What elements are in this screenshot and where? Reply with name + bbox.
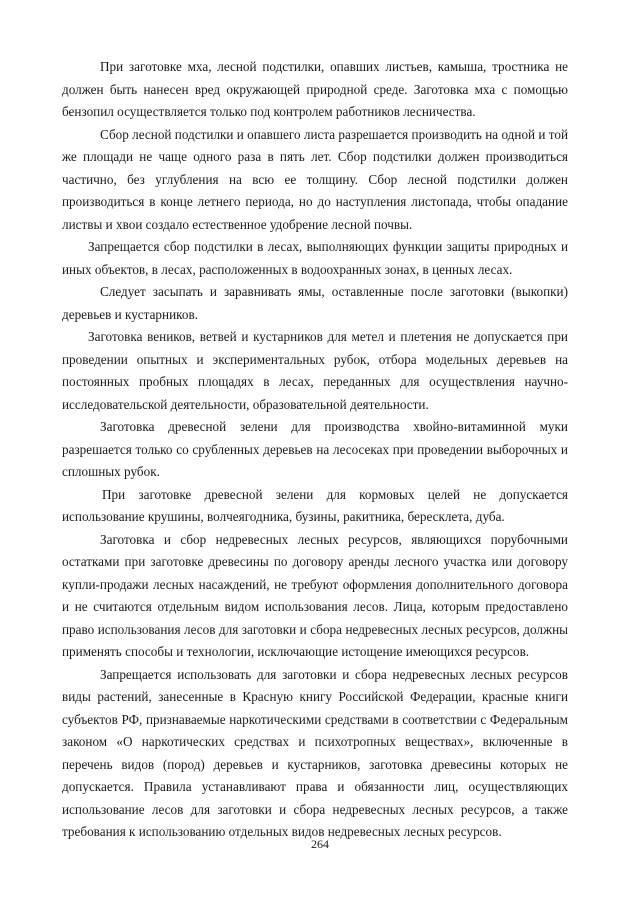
paragraph: Запрещается сбор подстилки в лесах, выполняющих функции защиты природных и иных объектов, в лесах, расположенных в водоохранных зонах, в ценных лесах. [62,239,568,277]
paragraph: Заготовка древесной зелени для производства хвойно-витаминной муки разрешается только со срубленных деревьев на лесосеках при проведении выборочных и сплошных рубок. [62,419,568,479]
paragraph: Сбор лесной подстилки и опавшего листа разрешается производить на одной и той же площади не чаще одного раза в пять лет. Сбор подстилки должен производиться частично, без углубления на всю ее толщину. Сбор лесной подстилки должен производиться в конце летнего периода, но до наступления листопада, чтобы опадание листвы и хвои создало естественное удобрение лесной почвы. [62,126,568,232]
paragraph: Запрещается использовать для заготовки и сбора недревесных лесных ресурсов виды растений, занесенные в Красную книгу Российской Федерации, красные книги субъектов РФ, признаваемые наркотическими средствами в соответствии с Федеральным законом «О наркотических средствах и психотропных веществах», включенные в перечень видов (пород) деревьев и кустарников, заготовка древесины которых не допускается. Правила устанавливают права и обязанности лиц, осуществляющих использование лесов для заготовки и сбора недревесных лесных ресурсов, а также требования к использованию отдельных видов недревесных лесных ресурсов. [62,666,568,839]
page-number: 264 [311,837,329,851]
body-text [62,56,568,844]
paragraph: Следует засыпать и заравнивать ямы, оставленные после заготовки (выкопки) деревьев и кустарников. [62,284,568,322]
paragraph: При заготовке древесной зелени для кормовых целей не допускается использование крушины, волчеягодника, бузины, ракитника, бересклета, дуба. [62,486,568,524]
paragraph: Заготовка и сбор недревесных лесных ресурсов, являющихся порубочными остатками при заготовке древесины по договору аренды лесного участка или договору купли-продажи лесных насаждений, не требуют оформления дополнительного договора и не считаются отдельным видом использования лесов. Лица, которым предоставлено право использования лесов для заготовки и сбора недревесных лесных ресурсов, должны применять способы и технологии, исключающие истощение имеющихся ресурсов. [62,531,568,659]
paragraph: Заготовка веников, ветвей и кустарников для метел и плетения не допускается при проведении опытных и экспериментальных рубок, отбора модельных деревьев на постоянных пробных площадях в лесах, переданных для осуществления научно-исследовательской деятельности, образовательной деятельности. [62,329,568,412]
paragraph: При заготовке мха, лесной подстилки, опавших листьев, камыша, тростника не должен быть нанесен вред окружающей природной среде. Заготовка мха с помощью бензопил осуществляется только под контролем работников лесничества. [62,59,568,119]
